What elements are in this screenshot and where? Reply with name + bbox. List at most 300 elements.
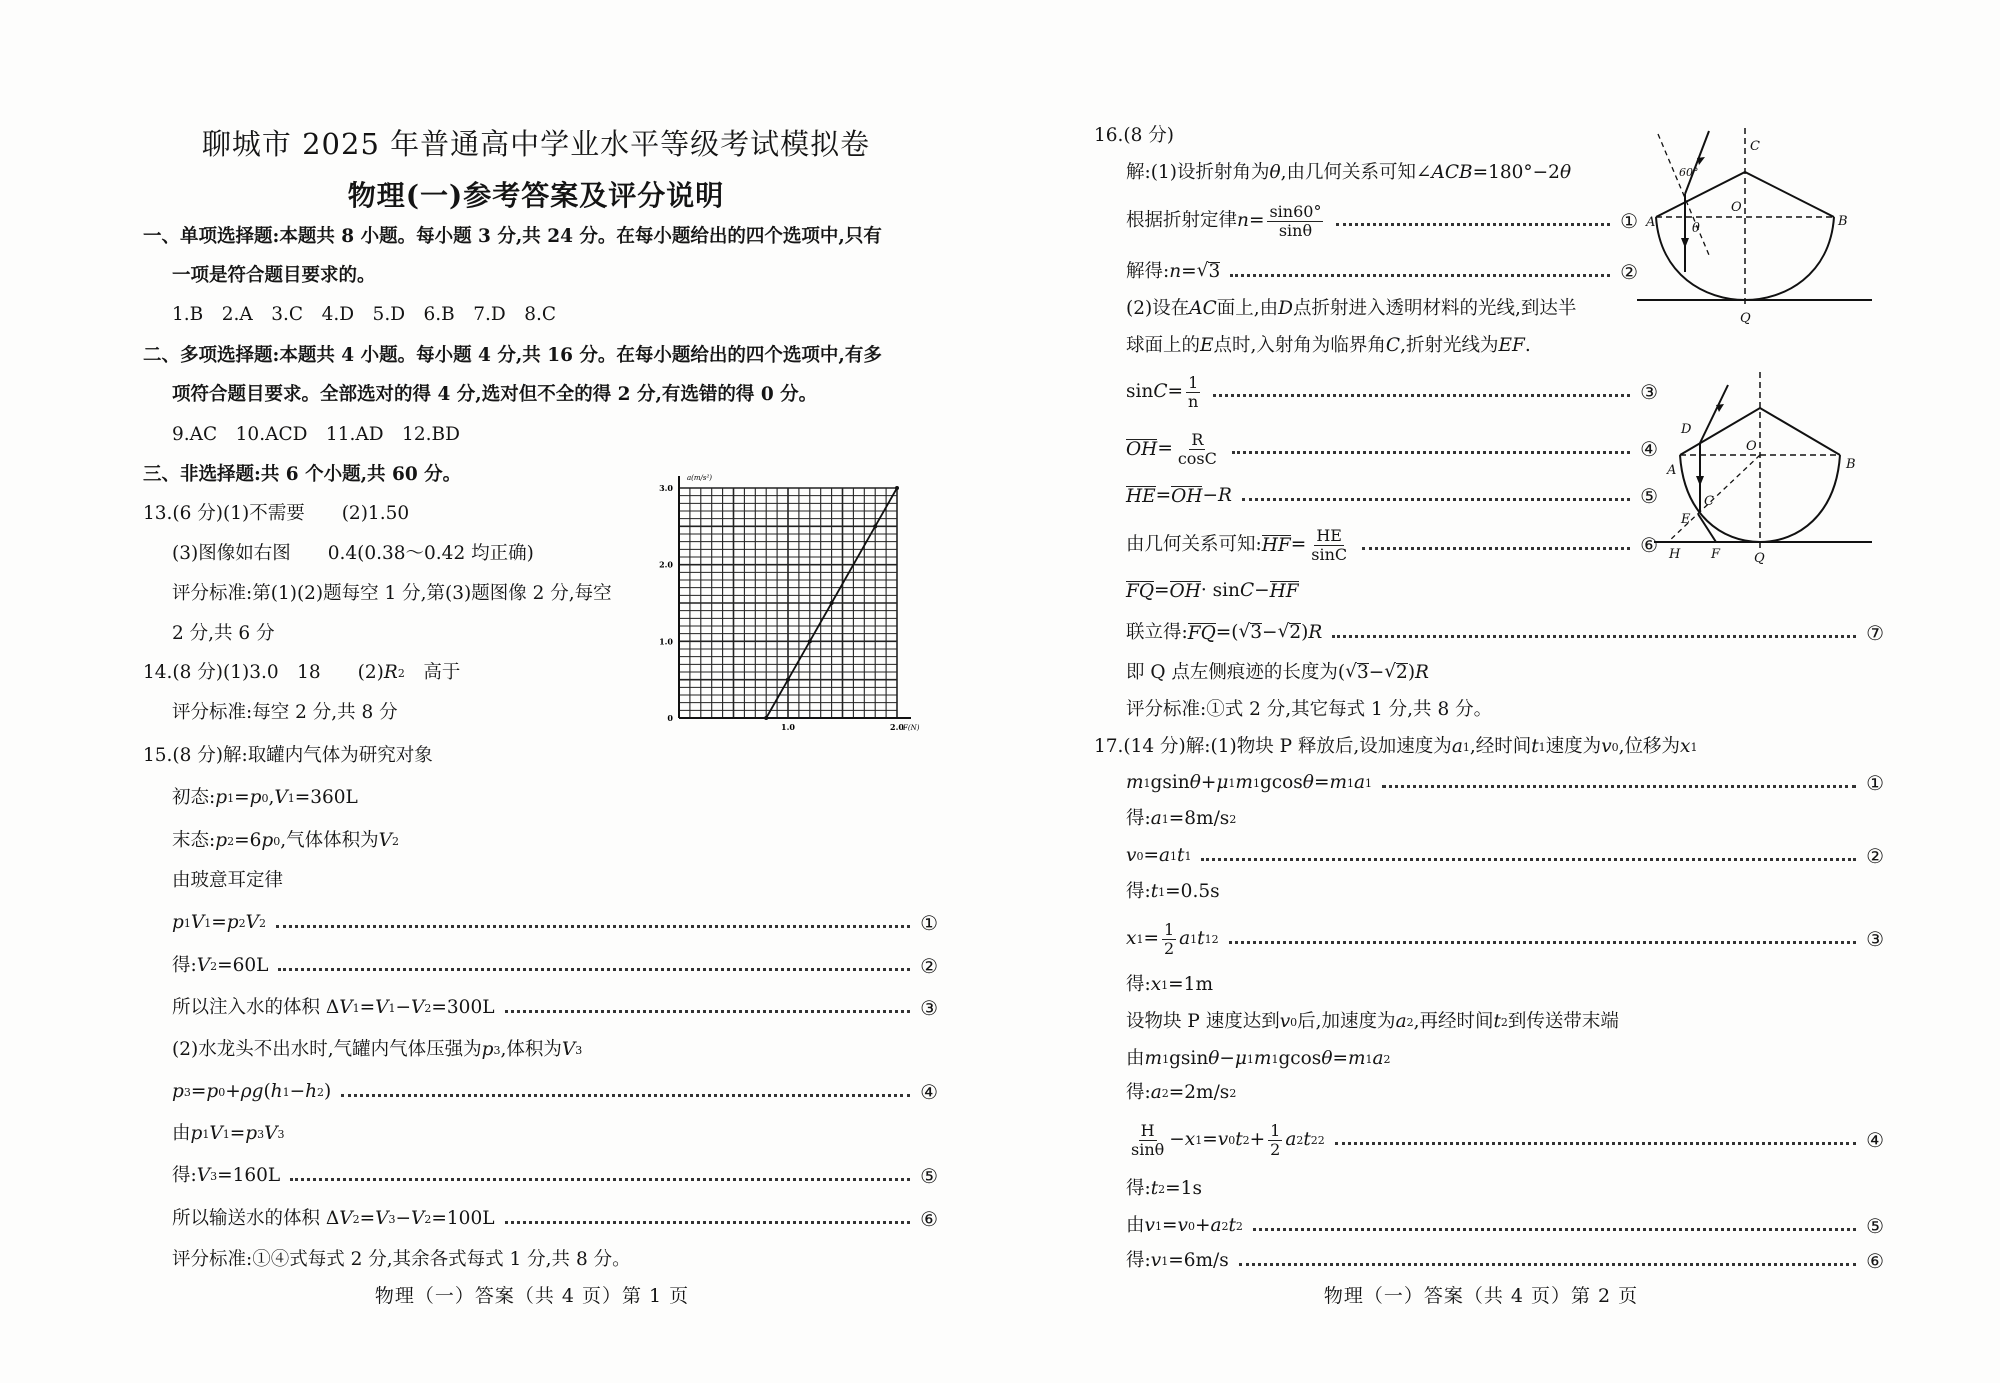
text-line [172,954,938,978]
text-run: (2)设在 [1126,297,1190,319]
math-subscript: 2 [1235,1219,1243,1233]
text-run: =2m/s [1168,1081,1230,1103]
math-subscript: 3 [183,1085,191,1099]
math-subscript: 1 [227,791,235,805]
line-content [172,622,275,644]
line-content [172,829,399,851]
math-subscript: 1 [1271,1052,1279,1066]
math-superscript: 2 [1211,932,1219,946]
math-variable: v [1144,1214,1155,1236]
text-run: gcos [1278,1047,1322,1069]
math-variable: n [1237,209,1249,231]
math-variable: E [1200,334,1214,356]
text-run: =6 [234,829,262,851]
text-run: = [1290,533,1307,555]
text-run: 由 [1126,1047,1145,1069]
math-variable: a [1451,735,1463,757]
math-subscript: 1 [1161,812,1169,826]
math-subscript: 2 [391,834,399,848]
text-line [172,582,612,606]
math-variable: m [1144,1047,1163,1069]
equation-number: ④ [1640,437,1658,461]
answer-key-subtitle: 物理(一)参考答案及评分说明 [347,179,725,212]
x-tick-label: 1.0 [781,722,795,732]
text-run: = [1313,771,1330,793]
text-run: 2 分,共 6 分 [172,622,275,644]
equation-number: ④ [920,1080,938,1104]
radicand: √ 3 [1208,261,1221,283]
math-variable: a [1395,1010,1407,1032]
text-run: 15.(8 分)解:取罐内气体为研究对象 [143,744,433,766]
text-run: . [1524,334,1531,356]
label-d: D [1681,422,1692,437]
text-run: 评分标准:每空 2 分,共 8 分 [172,701,398,723]
math-variable: x [1184,1128,1196,1150]
math-variable: θ [1321,1047,1333,1069]
line-content [1126,973,1213,995]
math-subscript: 2 [1221,1219,1229,1233]
data-point [764,716,768,720]
line-content [1126,1010,1619,1032]
line-content [1126,1249,1229,1271]
math-subscript: 2 [317,1085,325,1099]
text-run: = [1143,844,1159,866]
math-subscript: 1 [1252,776,1260,790]
math-subscript: 2 [1158,1182,1166,1196]
math-subscript: 2 [424,1001,432,1015]
y-tick-label: 0 [667,713,673,723]
line-content [143,463,462,485]
math-subscript: 2 [210,959,218,973]
dot-leader [1201,858,1856,861]
text-run: , [268,786,275,808]
fraction-numerator: HE [1316,525,1342,545]
text-run: 设物块 P 速度达到 [1126,1010,1280,1032]
equation-number: ⑤ [1640,484,1658,508]
line-content [172,542,534,564]
text-run: 评分标准:第(1)(2)题每空 1 分,第(3)题图像 2 分,每空 [172,582,612,604]
line-content [1126,581,1299,602]
text-run: 16.(8 分) [1094,124,1175,146]
text-line [1126,1177,1202,1201]
text-run: ,体积为 [500,1038,562,1060]
exam-title: 聊城市 2025 年普通高中学业水平等级考试模拟卷 [201,127,871,161]
data-point [895,486,899,490]
equation-number: ④ [1866,1128,1884,1152]
square-root [1197,262,1221,282]
text-line [1126,201,1638,240]
math-variable: a [1150,807,1162,829]
math-subscript: 0 [1290,1015,1298,1029]
math-subscript: 3 [493,1043,501,1057]
text-run: − [395,1207,412,1229]
math-variable: ACB [1431,161,1473,183]
text-run: 即 Q 点左侧痕迹的长度为( [1126,661,1346,683]
math-subscript: 1 [1365,1052,1373,1066]
text-run: ,位移为 [1618,735,1681,757]
text-run: 速度为 [1545,735,1602,757]
math-variable: t [1197,927,1205,949]
arrow-icon [1681,238,1689,248]
fraction [1267,201,1323,240]
math-subscript: 2 [238,916,246,930]
fraction-denominator: n [1188,391,1199,411]
page-2-footer: 物理（一）答案（共 4 页）第 2 页 [1323,1285,1639,1307]
math-variable: p [226,911,239,933]
text-line [1094,124,1174,148]
line-content [172,303,557,325]
math-subscript: 1 [1154,1219,1162,1233]
text-line [172,996,938,1020]
square-root [1345,663,1369,683]
math-subscript: 3 [277,1127,285,1141]
text-run: 得: [1126,807,1151,829]
text-run: 联立得: [1126,621,1188,643]
math-variable: p [261,829,274,851]
fraction-denominator: 2 [1270,1139,1281,1159]
text-line [1126,1249,1884,1273]
line-content [1126,429,1222,468]
text-run: − [1254,579,1270,601]
incident-ray [1685,131,1709,194]
label-c: C [1704,494,1714,509]
math-variable: t [1531,735,1539,757]
math-variable: V [209,1122,223,1144]
math-variable: θ [1559,161,1572,183]
math-variable: p [206,1080,219,1102]
text-run: ,经时间 [1469,735,1532,757]
math-subscript: 2 [1383,1052,1391,1066]
math-subscript: 2 [1242,1133,1250,1147]
text-run: = [211,911,227,933]
text-line [1126,579,1299,603]
math-subscript: 1 [1195,1133,1203,1147]
math-subscript: 0 [1611,740,1619,754]
math-variable: m [1347,1047,1366,1069]
math-variable: D [1278,297,1293,319]
text-run: 到传送带末端 [1507,1010,1619,1032]
math-variable: R [1415,661,1429,683]
text-line [172,786,358,810]
text-run: 所以输送水的体积 Δ [172,1207,340,1229]
label-b: B [1838,214,1848,229]
math-subscript: 2 [1500,1015,1508,1029]
math-variable: θ [1189,771,1201,793]
equation-number: ⑥ [1640,533,1658,557]
text-line [143,463,461,487]
math-superscript: 2 [1317,1133,1325,1147]
fraction [1186,372,1200,411]
text-line [172,542,534,566]
line-content [1126,919,1219,958]
fraction-numerator: 1 [1270,1120,1281,1140]
math-variable: V [274,786,288,808]
text-line [143,225,882,249]
fraction [1309,525,1349,564]
label-q: Q [1754,551,1765,566]
math-subscript: 1 [1538,740,1546,754]
text-run: = [1167,380,1183,402]
text-run: gsin [1169,1047,1209,1069]
text-run: =( [1215,621,1239,643]
math-variable: V [411,996,425,1018]
math-subscript: 1 [1161,1254,1169,1268]
text-run: = [1143,927,1159,949]
fraction-numerator: R [1191,429,1204,449]
math-variable: V [264,1122,278,1144]
dot-leader [341,1094,910,1097]
math-variable: V [375,996,389,1018]
prism-edges [1656,172,1834,217]
label-o: O [1731,200,1742,215]
math-subscript: 1 [1158,885,1166,899]
dot-leader [1336,223,1610,226]
math-variable: t [1303,1128,1311,1150]
label-c: C [1750,139,1760,154]
data-point [786,678,790,682]
line-content [172,264,376,286]
text-line [1126,661,1429,685]
text-run: ,再经时间 [1413,1010,1494,1032]
line-content [172,786,358,808]
line-content [143,225,882,247]
equation-number: ② [1866,844,1884,868]
text-line [1126,919,1884,958]
hemisphere-arc [1680,455,1840,542]
text-run: + [1249,1128,1266,1150]
y-axis-label: a(m/s²) [687,474,713,482]
math-variable: m [1329,771,1347,793]
math-variable: V [378,829,392,851]
text-run: 得: [1126,1249,1151,1271]
radicand: √ 3 [1356,662,1369,684]
dot-leader [1242,498,1630,501]
text-run: 评分标准:①④式每式 2 分,其余各式每式 1 分,共 8 分。 [172,1248,631,1270]
line-segment: OH [1126,438,1158,460]
text-run: 项符合题目要求。全部选对的得 4 分,选对但不全的得 2 分,有选错的得 0 分。 [172,383,818,405]
math-subscript: 1 [1162,1052,1170,1066]
fraction-denominator: sinθ [1278,220,1313,240]
math-subscript: 1 [1204,932,1212,946]
math-variable: x [1150,973,1162,995]
text-run: =180°−2 [1472,161,1560,183]
hemisphere-arc [1656,217,1834,300]
line-segment: HE [1126,485,1156,507]
text-line [172,264,376,288]
math-subscript: 1 [1143,776,1151,790]
text-line [172,303,556,327]
text-run: 由 [1126,1214,1145,1236]
line-segment: HF [1269,580,1299,602]
text-run: 解:(1)设折射角为 [1126,161,1270,183]
math-subscript: 3 [575,1043,583,1057]
equation-number: ③ [1866,927,1884,951]
text-line [1094,735,1697,759]
text-run: 点时,入射角为临界角 [1213,334,1386,356]
text-run: =300L [431,996,495,1018]
math-variable: p [172,1080,184,1102]
text-run: − [1202,484,1218,506]
fraction [1268,1120,1282,1159]
line-content [143,502,410,524]
text-run: 评分标准:①式 2 分,其它每式 1 分,共 8 分。 [1126,698,1493,720]
fraction [1129,1120,1166,1159]
math-subscript: 1 [222,1127,230,1141]
data-point [830,601,834,605]
line-content [1126,1214,1243,1236]
text-line [172,1248,631,1272]
text-line [143,661,460,685]
text-line [1126,973,1213,997]
text-run: =360L [294,786,358,808]
line-content [1126,1120,1325,1159]
text-line [1126,429,1658,468]
math-variable: t [1228,1214,1236,1236]
text-run: sin [1126,380,1154,402]
text-run: − [1262,621,1278,643]
text-line [143,502,409,526]
math-subscript: 1 [1690,740,1698,754]
y-tick-label: 2.0 [659,559,673,570]
fraction [1176,429,1219,468]
line-content [1126,1047,1391,1069]
math-variable: R [1217,484,1232,506]
text-run: 14.(8 分)(1)3.0 18 (2) [143,661,384,683]
text-run: (3)图像如右图 0.4(0.38～0.42 均正确) [172,542,534,564]
dot-leader [1229,941,1856,944]
text-run: =100L [431,1207,495,1229]
line-content [172,1248,631,1270]
math-subscript: 2 [1406,1015,1414,1029]
line-content [1126,771,1373,793]
dot-leader [1332,635,1856,638]
math-subscript: 2 [424,1212,432,1226]
dot-leader [1382,785,1856,788]
prism-edges [1680,408,1840,455]
line-content [1126,880,1220,902]
math-variable: EF [1498,334,1525,356]
label-b: B [1846,457,1856,472]
math-subscript: 2 [1296,1133,1304,1147]
arrow-icon [1716,404,1724,412]
text-run: 末态: [172,829,216,851]
text-line [1126,1010,1619,1034]
math-subscript: 1 [287,791,295,805]
x-tick-label: 2.0 [890,722,904,732]
math-subscript: 0 [273,834,281,848]
math-variable: V [339,996,353,1018]
text-run: 初态: [172,786,216,808]
text-line [1126,698,1492,722]
math-subscript: 1 [1184,849,1192,863]
label-f: F [1711,547,1721,562]
math-variable: μ [1234,1047,1247,1069]
line-segment: FQ [1126,580,1155,602]
line-content [1126,698,1493,720]
math-variable: p [172,911,184,933]
label-q: Q [1740,311,1751,326]
math-variable: V [196,1164,211,1186]
line-content [1126,372,1203,411]
arrow-icon [1697,157,1705,165]
fraction-numerator: 1 [1163,919,1175,939]
math-variable: p [249,786,262,808]
math-variable: t [1150,880,1159,902]
line-content [1094,735,1698,757]
text-line [172,1207,938,1231]
series-line [766,488,897,718]
radicand: √ 3 [1250,622,1263,644]
text-line [172,911,938,935]
text-line [1126,372,1658,411]
text-run: ) [324,1080,332,1102]
text-run: (2)水龙头不出水时,气罐内气体压强为 [172,1038,482,1060]
line-content [1126,663,1429,683]
text-run: 得: [1126,880,1151,902]
line-content [1126,525,1352,564]
text-line [1126,1120,1884,1159]
math-superscript: 2 [1229,812,1237,826]
math-subscript: 1 [202,1127,210,1141]
math-variable: V [190,911,205,933]
line-content [1126,334,1531,356]
line-content [143,344,882,366]
text-run: 13.(6 分)(1)不需要 (2)1.50 [143,502,410,524]
math-variable: θ [1208,1047,1220,1069]
label-60deg: 60° [1679,166,1699,179]
equation-number: ⑦ [1866,621,1884,645]
data-point [873,524,877,528]
text-line [1126,621,1884,645]
label-h: H [1669,547,1681,562]
line-content [172,996,495,1018]
text-run: 面上,由 [1216,297,1279,319]
text-run: 高于 [404,661,461,683]
text-run: 1.B 2.A 3.C 4.D 5.D 6.B 7.D 8.C [172,303,557,325]
equation-number: ⑤ [1866,1214,1884,1238]
line-content [1126,623,1322,644]
text-line [172,701,398,725]
fraction-numerator: 1 [1188,372,1199,392]
math-variable: μ [1216,771,1229,793]
line-content [172,383,818,405]
math-variable: v [1150,1249,1162,1271]
ef-ray [1698,514,1716,542]
math-variable: v [1177,1214,1188,1236]
text-run: = [1248,209,1265,231]
text-run: =160L [217,1164,281,1186]
arrow-icon [1696,476,1704,486]
math-variable: V [561,1038,576,1060]
line-content [172,1207,495,1229]
text-line [172,423,460,447]
math-subscript: 1 [1170,849,1177,863]
equation-number: ③ [1640,380,1658,404]
math-variable: x [1126,927,1137,949]
equation-number: ③ [920,996,938,1020]
text-run: − [1219,1047,1235,1069]
dot-leader [1230,274,1610,277]
line-content [1126,844,1192,866]
math-subscript: 1 [1365,776,1373,790]
math-variable: R [1308,621,1323,643]
math-subscript: 1 [1347,776,1354,790]
math-variable: p [215,786,228,808]
text-run: gsin [1150,771,1190,793]
dot-leader [1362,547,1630,550]
line-content [172,1122,285,1144]
text-run: − [1169,1128,1185,1150]
